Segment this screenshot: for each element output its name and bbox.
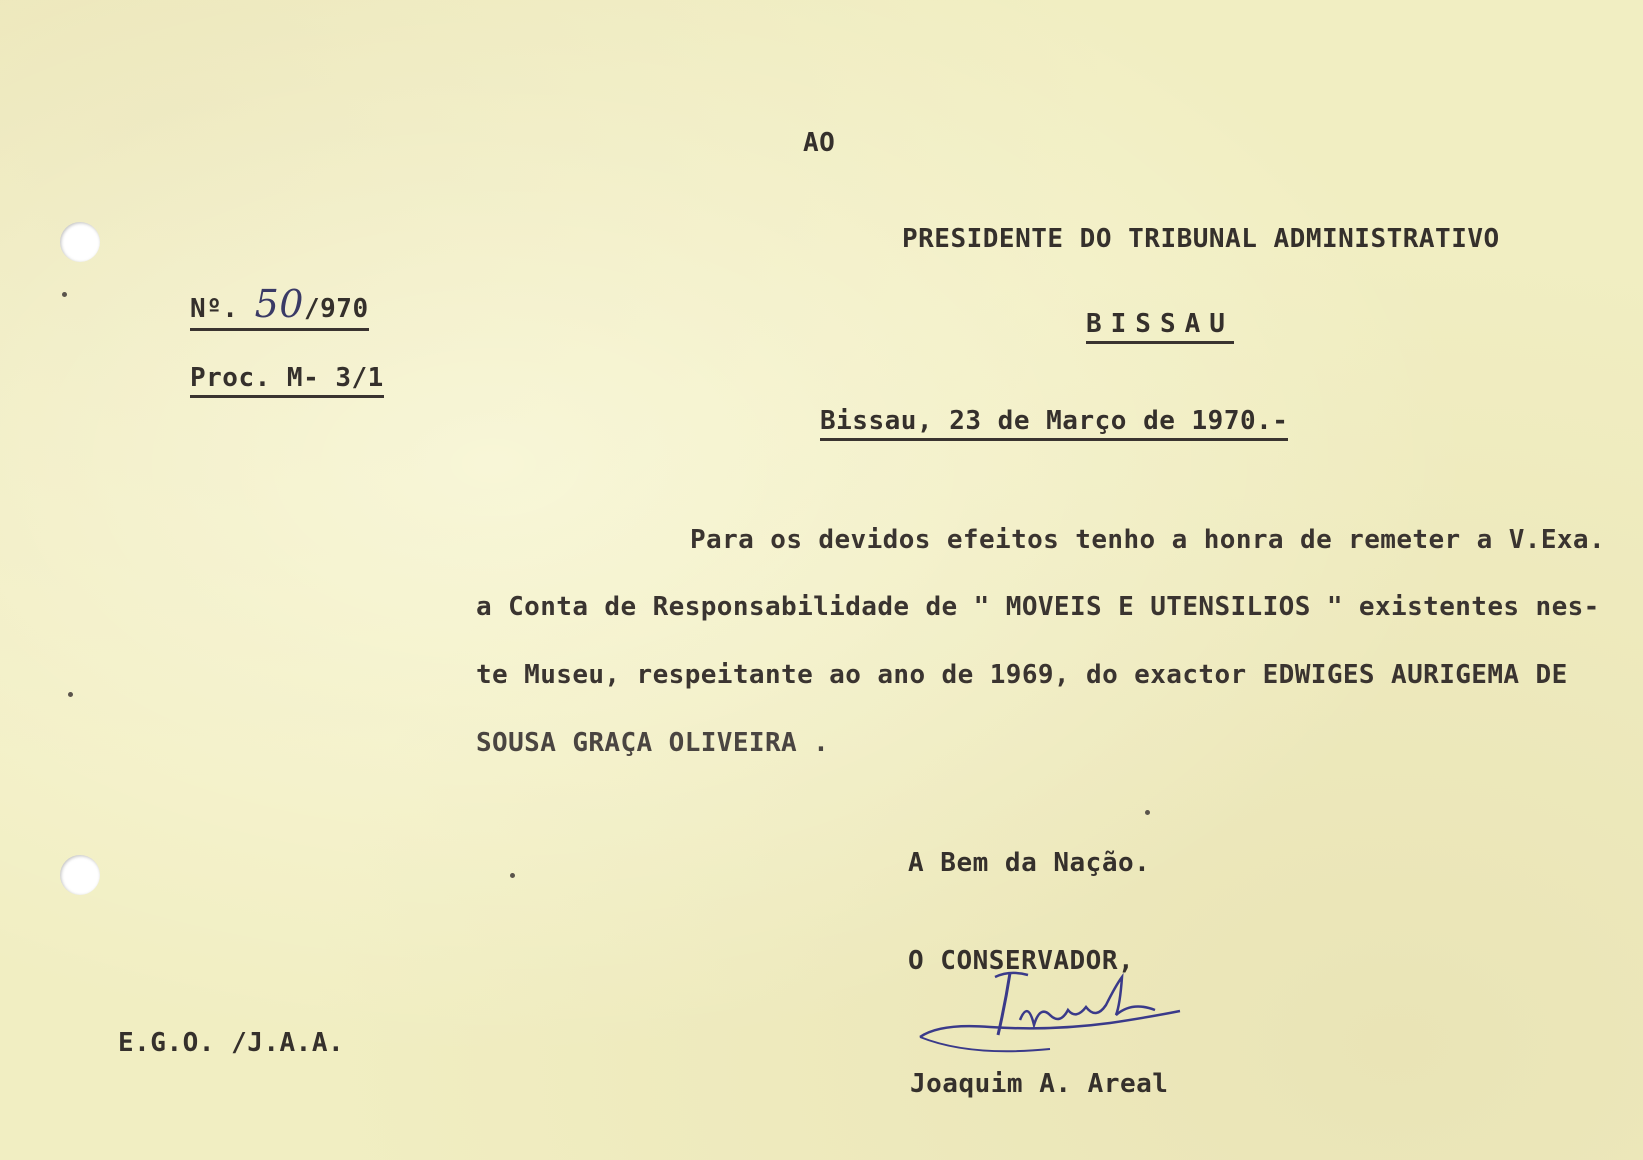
body-line-4: SOUSA GRAÇA OLIVEIRA . (476, 728, 830, 758)
ink-speck (68, 692, 73, 697)
date-line (820, 406, 1288, 436)
punch-hole-bottom (60, 855, 100, 895)
ink-speck (510, 873, 515, 878)
closing: A Bem da Nação. (908, 848, 1151, 878)
signatory-name: Joaquim A. Areal (910, 1069, 1169, 1099)
ink-speck (62, 292, 67, 297)
process-reference: Proc. M- 3/1 (190, 363, 384, 398)
reference-number-handwritten: 50 (254, 282, 304, 326)
body-line-2: a Conta de Responsabilidade de " MOVEIS E UTENSILIOS " existentes nes- (476, 592, 1600, 622)
reference-prefix: Nº. (190, 294, 239, 324)
body-line-3: te Museu, respeitante ao ano de 1969, do exactor EDWIGES AURIGEMA DE (476, 660, 1568, 690)
reference-number (190, 282, 369, 331)
ink-speck (1145, 810, 1150, 815)
recipient-title: PRESIDENTE DO TRIBUNAL ADMINISTRATIVO (902, 224, 1500, 254)
punch-hole-top (60, 222, 100, 262)
date-text: Bissau, 23 de Março de 1970.- (820, 406, 1288, 441)
body-line-1: Para os devidos efeitos tenho a honra de remeter a V.Exa. (690, 525, 1606, 555)
signatory-role: O CONSERVADOR, (908, 946, 1135, 976)
salutation: AO (803, 128, 836, 158)
handwritten-signature (910, 965, 1190, 1060)
reference-suffix: /970 (303, 294, 369, 324)
recipient-city: BISSAU (1086, 309, 1234, 344)
typist-initials: E.G.O. /J.A.A. (118, 1028, 345, 1058)
